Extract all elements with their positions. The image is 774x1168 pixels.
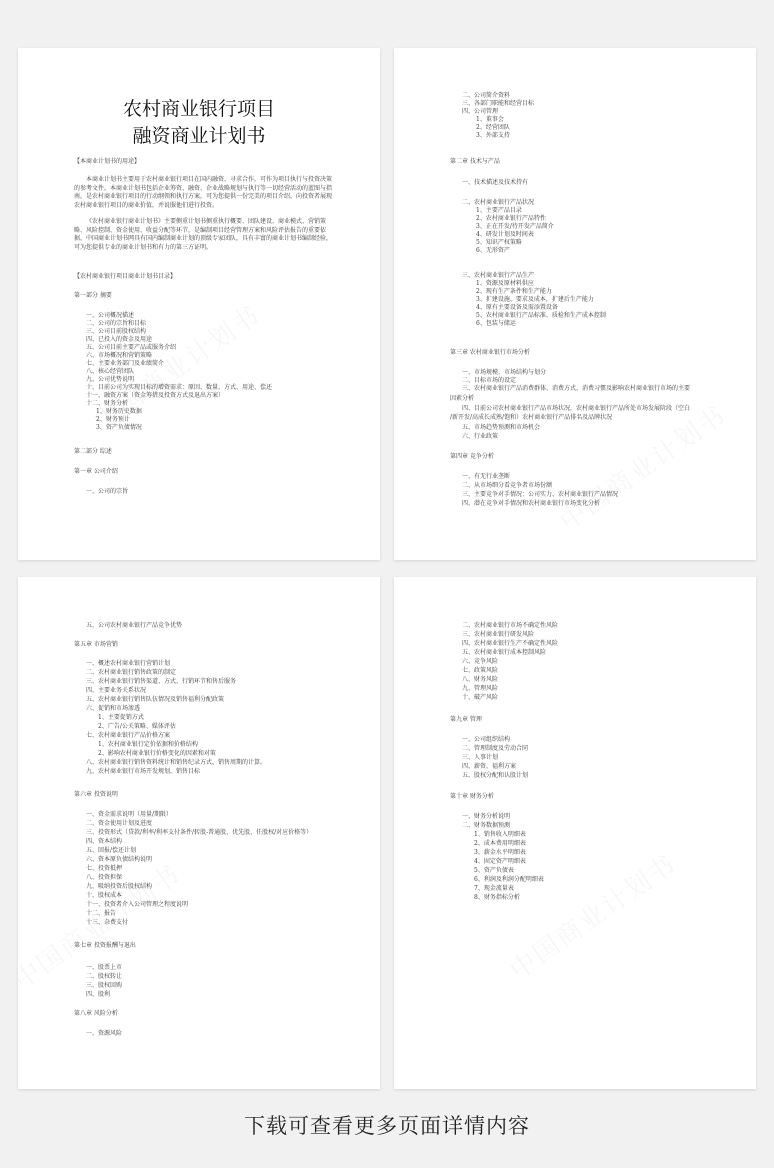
- toc-item: 三、农村商业银行产品消费群体、消费方式、消费习惯及影响农村商业银行市场的主要: [462, 385, 691, 392]
- toc-item: 四、股利: [86, 991, 111, 998]
- toc-item: 十、破产风险: [462, 694, 499, 701]
- toc-subitem: 3、扩建设施、要求及成本，扩建后生产能力: [476, 296, 594, 303]
- toc-item: 三、农村商业银行研发风险: [462, 631, 535, 638]
- chapter-heading: 第三章 农村商业银行市场分析: [450, 349, 530, 356]
- part-heading: 第二部分 综述: [74, 448, 112, 455]
- chapter-heading: 第一章 公司介绍: [74, 468, 118, 475]
- document-page-3: [18, 577, 380, 1089]
- chapter-heading: 第十章 财务分析: [450, 793, 494, 800]
- watermark: [501, 844, 683, 987]
- toc-item: 一、有无行业垄断: [462, 473, 511, 480]
- toc-item: 六、资本原负债结构说明: [86, 856, 153, 863]
- toc-item: 二、农村商业银行产品状况: [462, 199, 535, 206]
- toc-item: 三、农村商业银行产品生产: [462, 272, 535, 279]
- toc-item: 五、市场趋势预测和市场机会: [462, 424, 541, 431]
- toc-subitem: 2、财务预计: [96, 416, 130, 423]
- toc-subitem: 4、原有主要设备及需添置设备: [476, 304, 558, 311]
- toc-item: 六、促销和市场渗透: [86, 705, 141, 712]
- toc-subitem: 1、主要产品目录: [476, 207, 522, 214]
- toc-subitem: 1、销售收入明细表: [474, 831, 526, 838]
- toc-item: 二、从市场细分看竞争者市场份额: [462, 482, 553, 489]
- toc-item: 二、公司简介资料: [462, 92, 511, 99]
- chapter-heading: 第四章 竞争分析: [450, 453, 494, 460]
- toc-subitem: 2、农村商业银行产品特性: [476, 215, 546, 222]
- toc-heading: 【农村商业银行项目商业计划书目录】: [74, 273, 177, 280]
- toc-item: 一、资源风险: [86, 1030, 123, 1037]
- chapter-heading: 第九章 管理: [450, 716, 482, 723]
- toc-item: 一、公司组织结构: [462, 736, 511, 743]
- toc-item: 一、财务分析说明: [462, 813, 511, 820]
- toc-item: 三、人事计划: [462, 754, 499, 761]
- toc-item: 二、农村商业银行市场不确定性风险: [462, 622, 559, 629]
- toc-item: 四、潜在竞争对手情况和农村商业银行市场变化分析: [462, 500, 601, 507]
- toc-item: 一、市场规模、市场结构与划分: [462, 369, 547, 376]
- toc-item: 三、股权回购: [86, 982, 123, 989]
- page-title-line-2: 融资商业计划书: [132, 125, 266, 147]
- toc-item: 六、市场概况和营销策略: [86, 352, 153, 359]
- document-page-4: [394, 577, 756, 1089]
- toc-subitem: 5、资产负债表: [474, 867, 514, 874]
- toc-subitem: 8、财务指标分析: [474, 894, 520, 901]
- toc-item: 五、股权分配和认股计划: [462, 772, 529, 779]
- toc-subitem: 1、农村商业银行定价依据和价格结构: [98, 741, 198, 748]
- toc-subitem: 3、外部支持: [476, 132, 510, 139]
- toc-item: 五、公司目前主要产品或服务介绍: [86, 344, 177, 351]
- toc-item: 二、资金使用计划及进度: [86, 820, 153, 827]
- toc-item: 八、投资担保: [86, 874, 123, 881]
- toc-item: 二、管理制度及劳动合同: [462, 745, 529, 752]
- toc-item: 十一、融资方案（资金筹措及投资方式及退出方案）: [86, 392, 225, 399]
- toc-item: 八、农村商业银行销售资料统计和销售纪录方式，销售周期的计算。: [86, 759, 267, 766]
- toc-subitem: 6、无形资产: [476, 247, 510, 254]
- toc-item: 三、各部门职能和经营目标: [462, 100, 535, 107]
- toc-item: 三、主要竞争对手情况：公司实力、农村商业银行产品情况: [462, 491, 619, 498]
- toc-item: 四、主要业务关系状况: [86, 687, 147, 694]
- toc-item: 五、农村商业银行成本控制风险: [462, 649, 547, 656]
- toc-item: 二、财务数据预测: [462, 822, 511, 829]
- toc-item: 七、政策风险: [462, 667, 499, 674]
- toc-subitem: 2、影响农村商业银行价格变化的因素和对策: [98, 750, 216, 757]
- chapter-heading: 第七章 投资报酬与退出: [74, 942, 136, 949]
- download-more-caption[interactable]: 下载可查看更多页面详情内容: [244, 1114, 530, 1138]
- toc-subitem: 1、资源及原材料供应: [476, 280, 534, 287]
- toc-subitem: 2、成本费用明细表: [474, 840, 526, 847]
- toc-item: 七、投资抵押: [86, 865, 123, 872]
- chapter-heading: 第六章 投资说明: [74, 791, 118, 798]
- toc-item: 二、农村商业银行销售政策的制定: [86, 669, 177, 676]
- toc-item: 十三、杂费支付: [86, 919, 129, 926]
- toc-item: 六、竞争风险: [462, 658, 499, 665]
- toc-item: 二、股权转让: [86, 973, 123, 980]
- toc-item: 五、回报/偿还计划: [86, 847, 137, 854]
- toc-item: 五、农村商业银行销售队伍情况及销售福利分配政策: [86, 696, 225, 703]
- toc-item: 六、行业政策: [462, 433, 499, 440]
- toc-item: 三、投资形式（贷款/利率/利率支付条件/转股-普通股、优先股、任股权/对应价格等）: [86, 829, 313, 836]
- toc-item: 四、公司管理: [462, 108, 499, 115]
- toc-subitem: 2、经营团队: [476, 124, 510, 131]
- document-page-2: [394, 48, 756, 560]
- toc-subitem: 3、薪金水平明细表: [474, 849, 526, 856]
- document-page-1: [18, 48, 380, 560]
- toc-item: 一、公司的宗旨: [86, 488, 129, 495]
- toc-item: 一、概述农村商业银行营销计划: [86, 660, 171, 667]
- toc-item: 十二、报告: [86, 910, 117, 917]
- toc-item: 九、农村商业银行市场开发规划，销售目标: [86, 768, 201, 775]
- chapter-heading: 第八章 风险分析: [74, 1010, 118, 1017]
- toc-item: 五、公司农村商业银行产品竞争优势: [86, 622, 183, 629]
- toc-item: 九、管理风险: [462, 685, 499, 692]
- part-heading: 第一部分 摘要: [74, 292, 112, 299]
- toc-item: 八、核心经营团队: [86, 368, 135, 375]
- chapter-heading: 第五章 市场营销: [74, 641, 118, 648]
- toc-subitem: 6、包装与储运: [476, 320, 516, 327]
- toc-item: 一、股票上市: [86, 964, 123, 971]
- intro-paragraph-2: 《农村商业银行商业计划书》主要侧重计划书侧重执行概要、团队建设、商业模式、营销策略、风险控制、资金使用、收益分配等环节，是编制项目经营管理方案和风险评估报告的重要依据，中国商业计划书网具有国内编制商业计划的顶级专家团队，具有丰富的商业计划书编制经验，可为您提供专业的商业计划书和有力的第三方证明。: [74, 218, 333, 251]
- toc-item: 九、公司优势说明: [86, 376, 135, 383]
- toc-subitem: 1、董事会: [476, 116, 504, 123]
- page-title-line-1: 农村商业银行项目: [122, 98, 275, 120]
- usage-heading: 【本商业计划书的用途】: [74, 158, 141, 165]
- toc-item: 四、农村商业银行生产不确定性风险: [462, 640, 559, 647]
- toc-subitem: 1、财务历史数据: [96, 408, 142, 415]
- toc-item: 九、吸纳投资后股权结构: [86, 883, 153, 890]
- toc-subitem: 3、正在开发/待开发产品简介: [476, 223, 554, 230]
- toc-item: 三、农村商业银行销售渠道、方式、行销环节和售后服务: [86, 678, 237, 685]
- toc-item: 四、目前公司农村商业银行产品市场状况，农村商业银行产品所处市场发展阶段（空白: [462, 405, 691, 412]
- toc-subitem: 1、主要促销方式: [98, 714, 144, 721]
- toc-subitem: 4、研发计划及时间表: [476, 231, 534, 238]
- toc-subitem: 5、知识产权策略: [476, 239, 522, 246]
- toc-subitem: 2、现有生产条件和生产能力: [476, 288, 552, 295]
- toc-item: 四、资本结构: [86, 838, 123, 845]
- toc-item: 二、目标市场的设定: [462, 377, 517, 384]
- toc-item: 七、主要业务部门及业绩简介: [86, 360, 165, 367]
- toc-subitem: 6、利润及利润分配明细表: [474, 876, 544, 883]
- toc-subitem: 2、广告/公关策略、媒体评估: [98, 723, 176, 730]
- toc-subitem: 5、农村商业银行产品标准、质检和生产成本控制: [476, 312, 606, 319]
- chapter-heading: 第二章 技术与产品: [450, 158, 500, 165]
- toc-subitem: 7、现金流量表: [474, 885, 514, 892]
- toc-item-continued: 因素分析: [450, 395, 475, 402]
- toc-item: 一、技术描述及技术持有: [462, 179, 529, 186]
- toc-item: 二、公司的宗旨和目标: [86, 320, 147, 327]
- toc-item: 十一、投资者介入公司管理之程度说明: [86, 901, 189, 908]
- toc-item: 八、财务风险: [462, 676, 499, 683]
- toc-item: 七、农村商业银行产品价格方案: [86, 732, 171, 739]
- toc-item: 三、公司目前股权结构: [86, 328, 147, 335]
- intro-paragraph-1: 本商业计划书主要用于农村商业银行项目在国内融资、寻求合作，可作为项目执行与投资决策的参考文件。本商业计划书包括企业筹资、融资、企业战略规划与执行等一切经营活动的蓝图与指南，是农村商业银行项目的行动纲领和执行方案，可为您提供一份完美的项目介绍，向投资者展现农村商业银行项目的商业价值，并说服他们进行投资。: [74, 176, 333, 209]
- toc-item: 十、股权成本: [86, 892, 123, 899]
- toc-item: 一、资金需求说明（用量/期限）: [86, 811, 173, 818]
- toc-item: 四、已投入的资金及用途: [86, 336, 153, 343]
- toc-subitem: 3、资产负债情况: [96, 424, 142, 431]
- toc-item-continued: /新开发/高成长成熟/饱和）农村商业银行产品排名及品牌状况: [450, 414, 613, 421]
- toc-item: 十二、财务分析: [86, 400, 129, 407]
- toc-item: 一、公司概况描述: [86, 312, 135, 319]
- toc-item: 十、目前公司为实现目标的增资需求：原因、数量、方式、用途、偿还: [86, 384, 273, 391]
- toc-item: 四、薪资、福利方案: [462, 763, 517, 770]
- toc-subitem: 4、固定资产明细表: [474, 858, 526, 865]
